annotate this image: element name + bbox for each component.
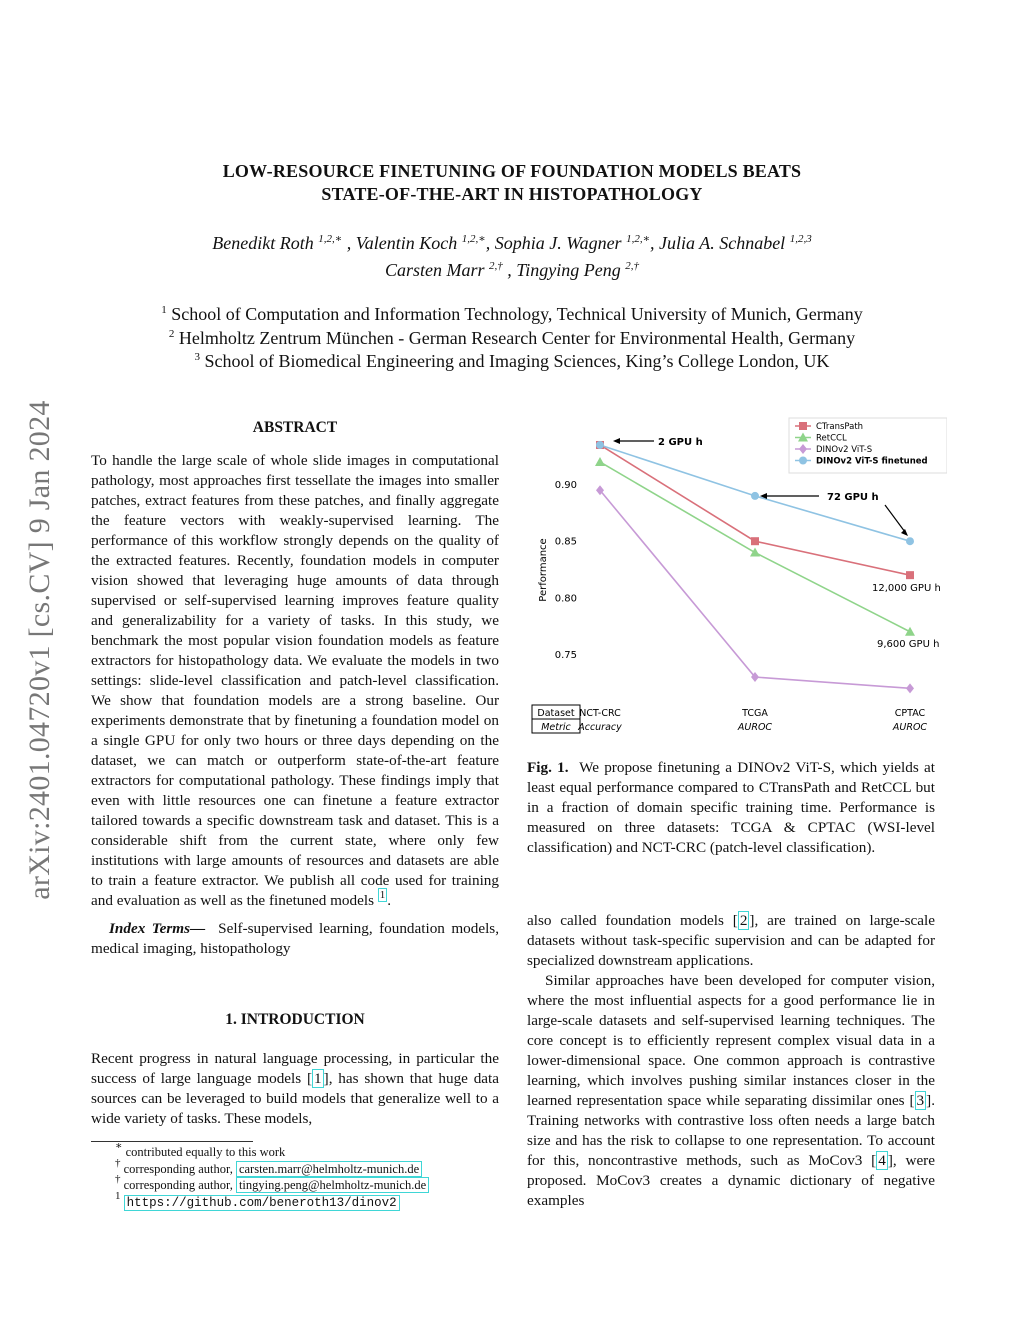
- data-point-dinov2-vit-s: [906, 683, 914, 693]
- footnote: ∗ contributed equally to this work: [115, 1140, 286, 1159]
- abstract-body: To handle the large scale of whole slide images in computational pathology, most approaches first tessellate the images into smaller patches, extract features from these patches, and finally aggregate the feature vectors with weakly-supervised learning. The performance of this workflow strongly depends on the quality of the extracted features. Recently, foundation models in computer vision showed that leveraging huge amounts of data through supervised or self-supervised learning improves feature quality and generalizability for a variety of tasks. In this study, we benchmark the most popular vision foundation models as feature extractors for histopathology data. We evaluate the models in two settings: slide-level classification and patch-level classification. We show that foundation models are a strong baseline. Our experiments demonstrate that by finetuning a foundation model on a single GPU for only two hours or three days depending on the dataset, we can match or outperform state-of-the-art feature extractors for computational pathology. These findings imply that even with little resources one can finetune a feature extractor tailored towards a specific downstream task and dataset. This is a considerable shift from the current state, where only few institutions with large amounts of resources and datasets are able to train a feature extractor. We publish all code used for training and evaluation as well as the finetuned models $^1$ .: [91, 452, 499, 909]
- x-category-label: CPTAC: [894, 708, 926, 719]
- arxiv-id: arXiv:2401.04720v1 [cs.CV] 9 Jan 2024: [23, 400, 56, 900]
- data-point-ctranspath: [751, 537, 759, 545]
- data-point-retccl: [905, 627, 915, 636]
- author-affil-sup: 1,2,∗: [318, 233, 343, 245]
- email-link[interactable]: tingying.peng@helmholtz-munich.de: [236, 1177, 429, 1193]
- paper-title: [0, 160, 1024, 206]
- legend-marker-ctranspath: [799, 422, 807, 430]
- annotation-12000gpu: 12,000 GPU h: [872, 583, 941, 594]
- introduction-section: [91, 1010, 499, 1129]
- arrowhead-icon: [901, 529, 908, 536]
- data-point-retccl: [750, 548, 760, 557]
- author-affil-sup: 1,2,∗: [461, 233, 486, 245]
- author-name: Carsten Marr: [384, 260, 485, 280]
- footnote-ref[interactable]: 1: [379, 889, 386, 901]
- data-point-retccl: [595, 457, 605, 466]
- x-metric-label: AUROC: [737, 722, 773, 733]
- affiliation: $^1$ School of Computation and Information Technology, Technical University of Munich, Germany: [161, 304, 863, 324]
- series-line-dinov2-vit-s: [600, 490, 910, 688]
- arrowhead-icon: [613, 438, 620, 444]
- affiliation: $^3$ School of Biomedical Engineering and Imaging Sciences, King’s College London, UK: [194, 351, 830, 371]
- citation-link[interactable]: 4: [878, 1152, 886, 1169]
- y-tick-label: 0.80: [554, 593, 577, 605]
- annotation-72gpu: 72 GPU h: [827, 492, 879, 503]
- author-affil-sup: 2,†: [625, 260, 639, 272]
- arxiv-stamp: [10, 370, 70, 930]
- x-metric-label: AUROC: [892, 722, 928, 733]
- y-tick-label: 0.85: [554, 536, 577, 548]
- title-line-2: STATE-OF-THE-ART IN HISTOPATHOLOGY: [321, 184, 703, 204]
- footnotes: [115, 1140, 515, 1211]
- legend-label-dinov2-vit-s: DINOv2 ViT-S: [816, 445, 873, 455]
- x-category-label: NCT-CRC: [579, 708, 621, 719]
- caption-label: Fig. 1: [527, 759, 565, 776]
- author-name: Sophia J. Wagner: [494, 233, 622, 253]
- author-name: Tingying Peng: [516, 260, 621, 280]
- author-affil-sup: 2,†: [489, 260, 503, 272]
- y-axis-label: Performance: [538, 538, 549, 602]
- intro-heading: 1. INTRODUCTION: [225, 1011, 365, 1028]
- caption-text: We propose finetuning a DINOv2 ViT-S, which yields at least equal performance compared to CTransPath and RetCCL but in a fraction of domain specific training time. Performance is measured on three datasets: TCGA & CPTAC (WSI-level classification) and NCT-CRC (patch-level classification).: [527, 759, 935, 856]
- legend-label-dinov2-vit-s-finetuned: DINOv2 ViT-S finetuned: [816, 456, 928, 467]
- x-metric-label: Accuracy: [578, 722, 622, 733]
- github-link[interactable]: https://github.com/beneroth13/dinov2: [124, 1195, 400, 1211]
- affiliation: $^2$ Helmholtz Zentrum München - German Research Center for Environmental Health, Germany: [168, 327, 856, 348]
- metric-header: Metric: [541, 722, 571, 733]
- figure-caption: Fig. 1. We propose finetuning a DINOv2 ViT-S, which yields at least equal performance compared to CTransPath and RetCCL but in a fraction of domain specific training time. Performance is measured on three datasets: TCGA & CPTAC (WSI-level classification) and NCT-CRC (patch-level classification).: [527, 759, 935, 856]
- x-category-label: TCGA: [742, 708, 768, 719]
- citation-link[interactable]: 1: [314, 1070, 322, 1087]
- annotation-2gpu: 2 GPU h: [658, 437, 703, 448]
- data-point-dinov2-vit-s-finetuned: [596, 441, 604, 449]
- author-affil-sup: 1,2,∗: [626, 233, 651, 245]
- dataset-header: Dataset: [537, 708, 575, 719]
- legend-marker-dinov2-vit-s-finetuned: [799, 457, 807, 465]
- intro-continued: [527, 911, 935, 1211]
- citation-link[interactable]: 3: [916, 1092, 925, 1109]
- footnote: † corresponding author, carsten.marr@helmholtz-munich.de: [115, 1161, 515, 1178]
- data-point-dinov2-vit-s-finetuned: [906, 537, 914, 545]
- author-name: Julia A. Schnabel: [659, 233, 786, 253]
- author-list: Benedikt Roth $^{1,2,∗}$ , Valentin Koch $^{1,2,∗}$, Sophia J. Wagner $^{1,2,∗}$, Julia A. Schnabel $^{1,2,3}$ Carsten Marr $^{2,\dagger}$ , Tingying Peng $^{2,\dagger}$: [212, 233, 812, 280]
- index-terms-label: Index Terms—: [109, 920, 206, 937]
- footnote: $^1$ https://github.com/beneroth13/dinov2: [115, 1194, 515, 1212]
- annotation-9600gpu: 9,600 GPU h: [877, 639, 940, 650]
- y-tick-label: 0.90: [554, 480, 577, 492]
- email-link[interactable]: carsten.marr@helmholtz-munich.de: [236, 1161, 422, 1177]
- performance-chart: [527, 405, 947, 750]
- intro-paragraph: Recent progress in natural language processing, in particular the success of large language models [ 1 ], has shown that huge data sources can be leveraged to build models that generalize well to a wide variety of tasks. These models,: [91, 1050, 499, 1127]
- abstract-section: [91, 418, 499, 959]
- annotation-arrow: [885, 505, 905, 532]
- affiliations: [0, 303, 1024, 374]
- abstract-heading: ABSTRACT: [252, 419, 338, 436]
- author-name: Valentin Koch: [355, 233, 458, 253]
- index-terms: Index Terms— Self-supervised learning, foundation models, medical imaging, histopathology: [91, 920, 500, 957]
- data-point-ctranspath: [906, 571, 914, 579]
- footnote: † corresponding author, tingying.peng@helmholtz-munich.de: [115, 1177, 515, 1194]
- legend-label-ctranspath: CTransPath: [816, 422, 864, 432]
- citation-link[interactable]: 2: [739, 912, 748, 929]
- body-paragraph: Similar approaches have been developed for computer vision, where the most influential aspects for a good performance lie in large-scale datasets and self-supervised learning techniques. The core concept is to efficiently represent complex visual data in a lower-dimensional space. One common approach is contrastive learning, which involves pushing similar instances closer in the learned representation space while separating dissimilar ones [ 3 ]. Training networks with contrastive loss often needs a large batch size and has the risk to collapse to one representation. To account for this, noncontrastive methods, such as MoCov3 [ 4 ], were proposed. MoCov3 creates a dynamic dictionary of negative examples: [527, 972, 935, 1209]
- author-affil-sup: 1,2,3: [789, 233, 812, 245]
- y-tick-label: 0.75: [554, 649, 577, 661]
- author-name: Benedikt Roth: [212, 233, 314, 253]
- legend-label-retccl: RetCCL: [816, 433, 847, 444]
- data-point-dinov2-vit-s-finetuned: [751, 492, 759, 500]
- title-line-1: LOW-RESOURCE FINETUNING OF FOUNDATION MODELS BEATS: [222, 161, 802, 181]
- body-paragraph: also called foundation models [ 2 ], are trained on large-scale datasets without task-specific supervision and can be adapted for specialized downstream applications.: [527, 912, 935, 969]
